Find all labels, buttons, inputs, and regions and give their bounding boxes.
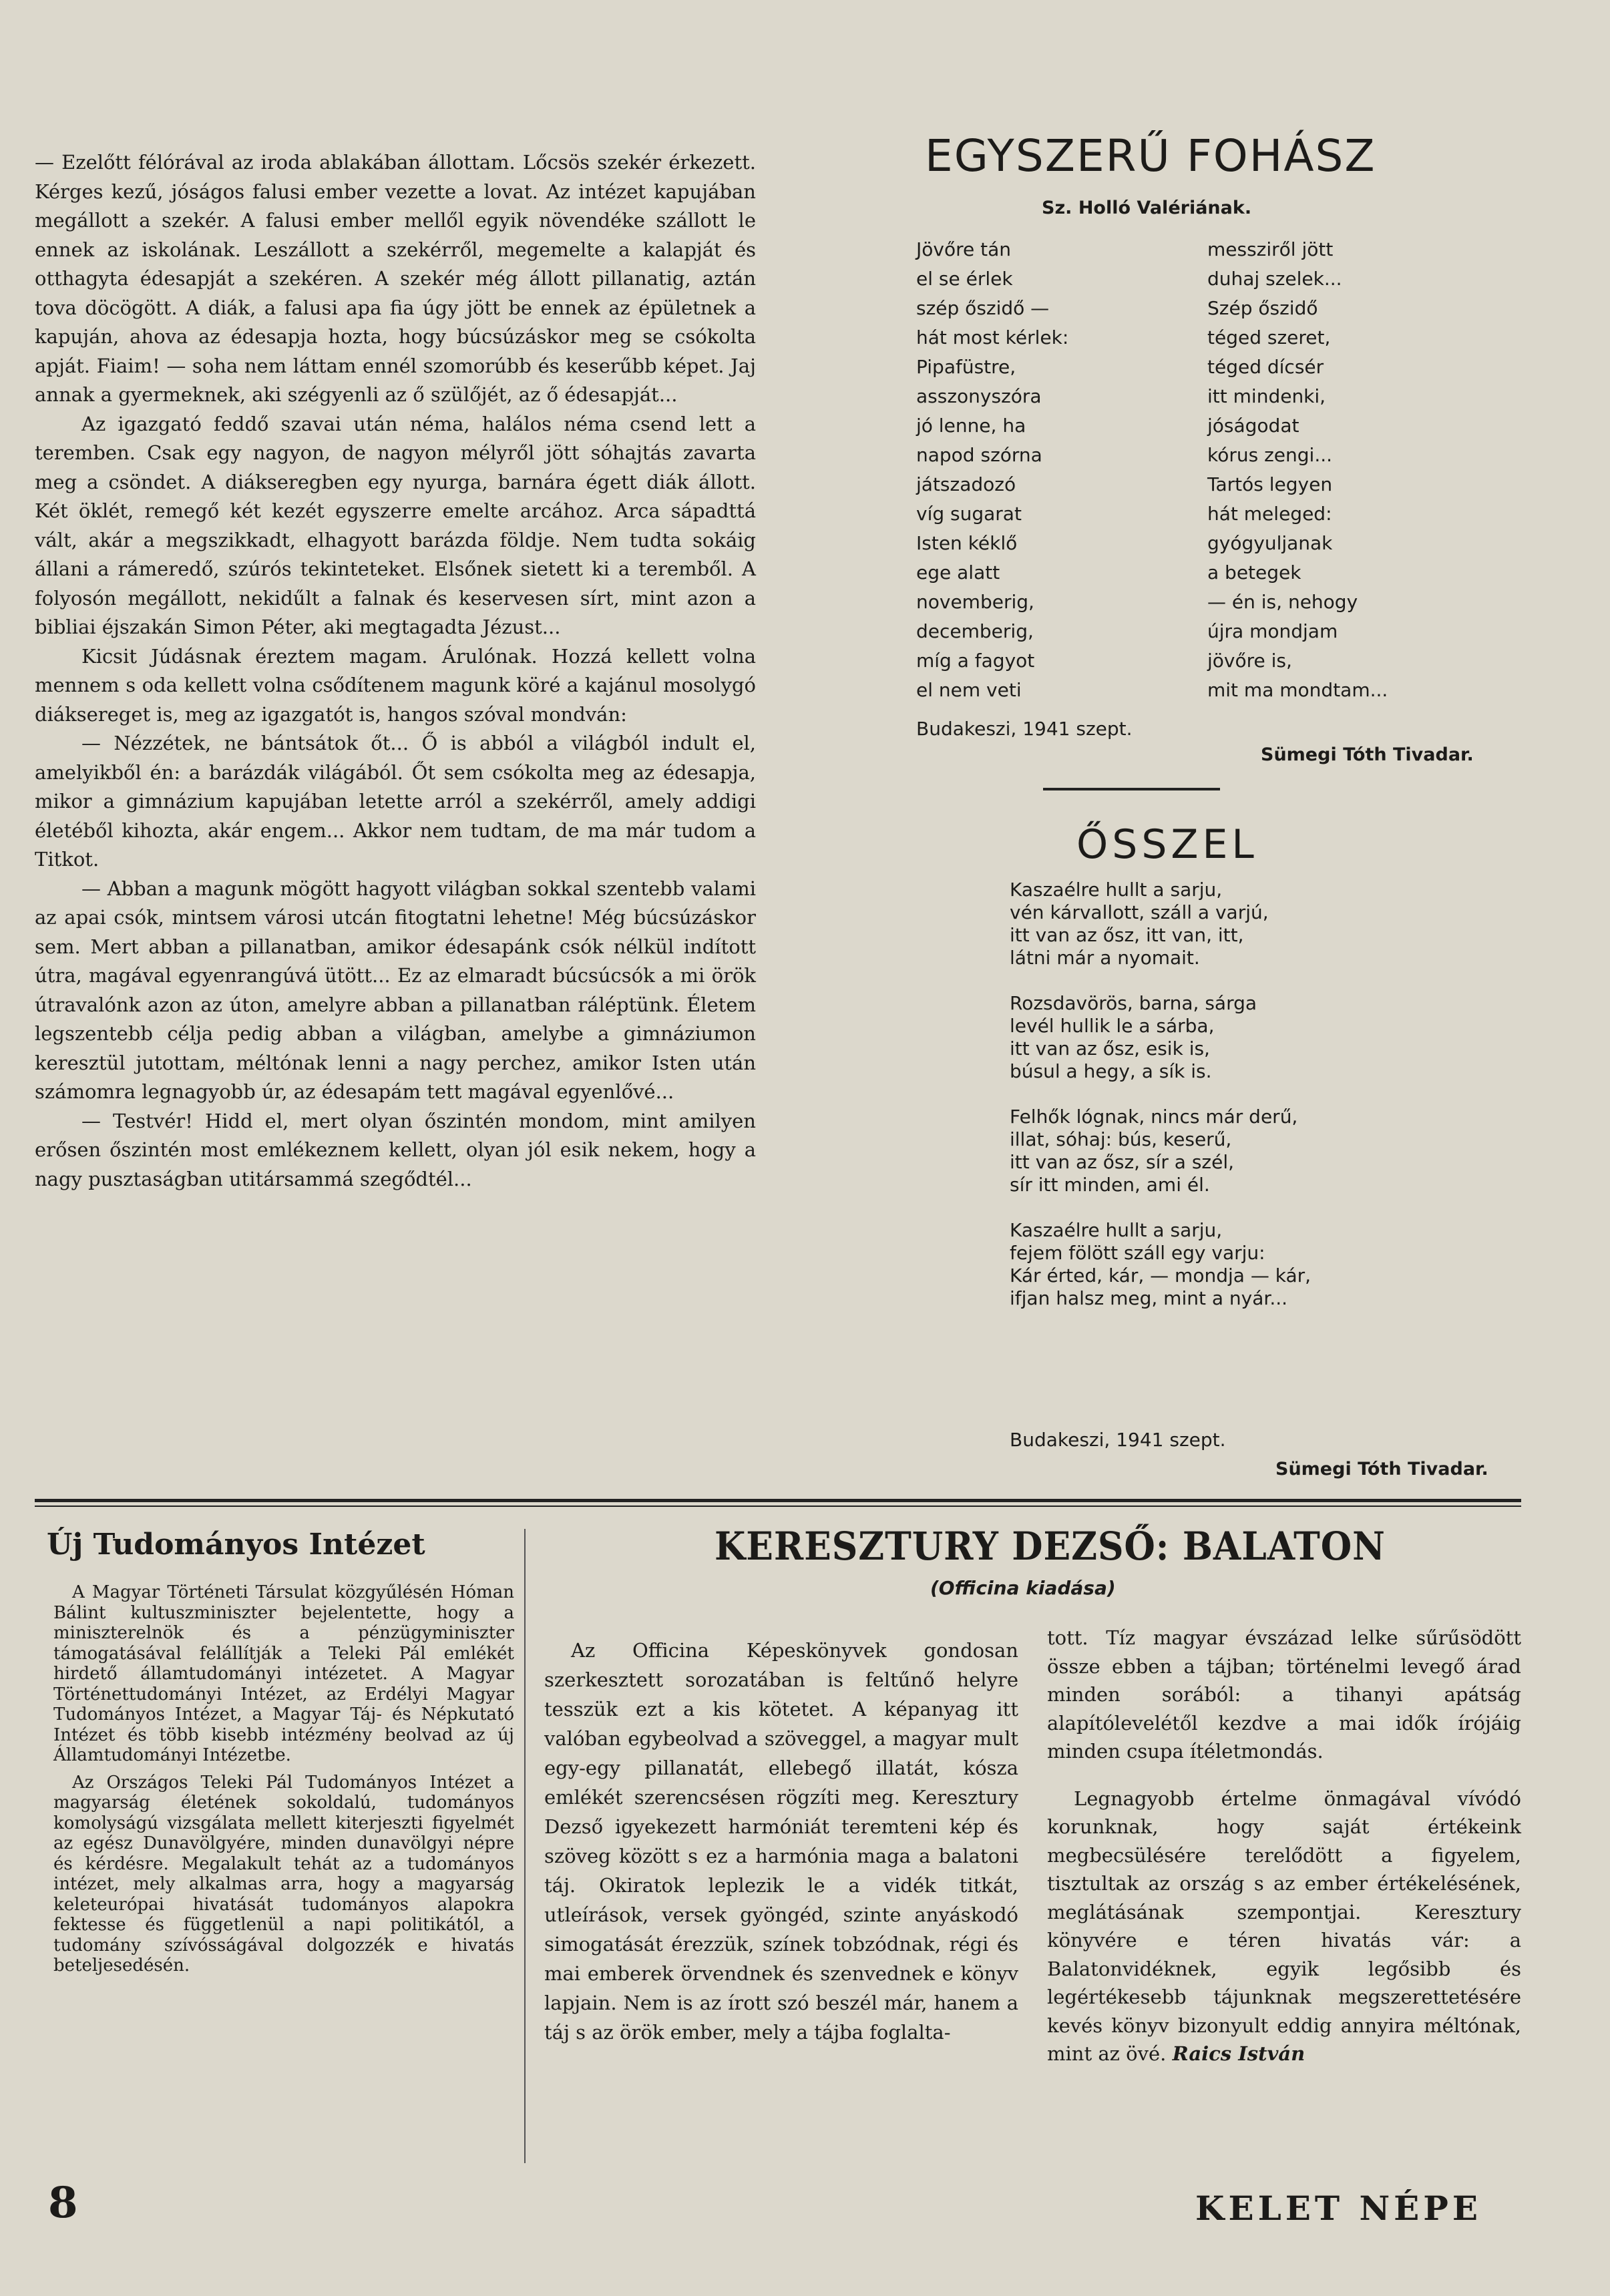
poem2-stanza: Kaszaélre hullt a sarju, fejem fölött száll egy varju: Kár érted, kár, — mondja — kár, ifjan halsz meg, mint a nyár... — [1010, 1219, 1312, 1309]
magazine-name: KELET NÉPE — [1195, 2189, 1482, 2228]
article2-title: KERESZTURY DEZSŐ: BALATON — [715, 1524, 1386, 1569]
article2-paragraph — [1047, 1785, 1521, 2068]
article2-paragraph: tott. Tíz magyar évszázad lelke sűrűsödött össze ebben a tájban; történelmi levegő árad minden sorából: a tihanyi apátság alapítólevelétől kezdve a mai idők írójáig minden csupa ítéletmondás. — [1047, 1626, 1521, 1763]
poem1-column-a: Jövőre tán el se érlek szép őszidő — hát most kérlek: Pipafüstre, asszonyszóra jó lenne, ha napod szórna játszadozó víg sugarat Isten kéklő ege alatt novemberig, decemberig, míg a fagyot el nem veti — [916, 238, 1069, 701]
article2-paragraph-text: Legnagyobb értelme önmagával vívódó korunknak, hogy saját értékeink megbecsülésére terelődött a figyelem, tisztultak az ország s az ember értékelésének, meglátásának szempontjai. Keresztury könyvére e téren hivatás vár: a Balatonvidéknek, egyik legősibb és legértékesebb tájunknak megszerettetésére kevés könyv bizonyult eddig annyira méltónak, mint az övé. — [1047, 1787, 1521, 2065]
prose-paragraph: — Nézzétek, ne bántsátok őt... Ő is abból a világból indult el, amelyikből én: a barázdák világából. Őt sem csókolta meg az édesapja, mikor a gimnázium kapujában letette arról a szekérről, amely addigi életéből kihozta, akár engem... Akkor nem tudtam, de ma már tudom a Titkot. — [35, 732, 756, 871]
article1-paragraph: A Magyar Történeti Társulat közgyűlésén Hóman Bálint kultuszminiszter bejelentette, hogy a miniszterelnök és a pénzügyminiszter támogatásával felállítják a Teleki Pál emlékét hirdető államtudományi intézetet. A Magyar Történettudományi Intézet, az Erdélyi Magyar Tudományos Intézet, a Magyar Táj- és Népkutató Intézet és több kisebb intézmény beolvad az új Államtudományi Intézetbe. — [53, 1582, 514, 1765]
prose-paragraph: Kicsit Júdásnak éreztem magam. Árulónak. Hozzá kellett volna mennem s oda kellett volna csődítenem magunk köré a kajánul mosolygó diáksereget is, meg az igazgatót is, hangos szóval mondván: — [35, 644, 756, 726]
poem1-title: EGYSZERŰ FOHÁSZ — [925, 130, 1376, 182]
prose-paragraph: — Ezelőtt félórával az iroda ablakában állottam. Lőcsös szekér érkezett. Kérges kezű, jóságos falusi ember vezette a lovat. Az intézet kapujában megállott a szekér. A falusi ember mellől egyik növendéke szállott le ennek az iskolának. Leszállott a szekérről, megemelte a kalapját és otthagyta édesapját a szekéren. A szekér még állott pillanatig, aztán tova döcögött. A diák, a falusi apa fia úgy jött be ennek az épületnek a kapuján, ahova az édesapja hozta, hogy búcsúzáskor meg se csókolta apját. Fiaim! — soha nem láttam ennél szomorúbb és keserűbb képet. Jaj annak a gyermeknek, aki szégyenli az ő szülőjét, az ő édesapját... — [35, 151, 756, 406]
article1-body — [53, 1582, 514, 1983]
prose-paragraph: Az igazgató feddő szavai után néma, halálos néma csend lett a teremben. Csak egy nagyon, de nagyon mélyről jött sóhajtás zavarta meg a csöndet. A diákseregben egy nyurga, barnára égett diák állott. Két öklét, remegő két kezét egyszerre emelte arcához. Arca sápadttá vált, akár a megszikkadt, elhagyott barázda földje. Nem tudta sokáig állani a rámeredő, szúrós tekinteteket. Elsőnek sietett ki a teremből. A folyosón megállott, nekidűlt a falnak és keservesen sírt, mint azon a bibliai éjszakán Simon Péter, aki megtagadta Jézust... — [35, 412, 756, 638]
article1-title: Új Tudományos Intézet — [47, 1528, 425, 1562]
poem2-body — [1010, 879, 1311, 1333]
article2-paragraph: Az Officina Képeskönyvek gondosan szerkesztett sorozatában is feltűnő helyre tesszük ezt a kis kötetet. A képanyag itt valóban egybeolvad a szöveggel, a magyar mult egy-egy pillanatát, ellebegő illatát, kósza emlékét szerencsésen rögzíti meg. Keresztury Dezső igyekezett harmóniát teremteni kép és szöveg között s ez a harmónia maga a balatoni táj. Okiratok leplezik le a vidék titkát, utleírások, versek gyöngéd, szinte anyáskodó simogatását érezzük, színek tobzódnak, régi és mai emberek örvendnek és szenvednek e könyv lapjain. Nem is az írott szó beszél már, hanem a táj s az örök ember, mely a tájba foglalta- — [544, 1639, 1018, 2044]
prose-paragraph: — Testvér! Hidd el, mert olyan őszintén mondom, mint amilyen erősen őszintén most emlékeznem kellett, olyan jól esik nekem, hogy a nagy pusztaságban utitársammá szegődtél... — [35, 1109, 756, 1190]
article2-column-b — [1047, 1624, 1521, 2068]
poem2-title: ŐSSZEL — [1076, 821, 1258, 868]
article2-column-a — [544, 1636, 1018, 2047]
article2-author: Raics István — [1172, 2042, 1305, 2065]
poem1-author: Sümegi Tóth Tivadar. — [1261, 744, 1474, 765]
poem2-stanza: Felhők lógnak, nincs már derű, illat, sóhaj: bús, keserű, itt van az ősz, sír a szél, sír itt minden, ami él. — [1010, 1106, 1298, 1196]
section-divider-thin — [35, 1506, 1521, 1507]
poem-separator-rule — [1043, 788, 1220, 790]
article1-paragraph: Az Országos Teleki Pál Tudományos Intézet a magyarság életének sokoldalú, tudományos komolyságú vizsgálata mellett kiterjeszti figyelmét az egész Dunavölgyére, minden dunavölgyi népre és kérdésre. Megalakult tehát az a tudományos intézet, mely alkalmas arra, hogy a magyarság keleteurópai hivatását tudományos alapokra fektesse és függetlenül a napi politikától, a tudomány szívósságával dolgozzék e hivatás beteljesedésén. — [53, 1772, 514, 1976]
poem1-dedication: Sz. Holló Valériának. — [1042, 198, 1252, 218]
poem2-stanza: Rozsdavörös, barna, sárga levél hullik le a sárba, itt van az ősz, esik is, búsul a hegy, a sík is. — [1010, 992, 1257, 1082]
poem1-place-date: Budakeszi, 1941 szept. — [916, 718, 1133, 740]
poem2-stanza: Kaszaélre hullt a sarju, vén kárvallott, száll a varjú, itt van az ősz, itt van, itt, látni már a nyomait. — [1010, 879, 1269, 969]
prose-story — [35, 148, 756, 1194]
column-rule — [524, 1529, 526, 2163]
prose-paragraph: — Abban a magunk mögött hagyott világban sokkal szentebb valami az apai csók, mintsem városi utcán fitogtatni lehetne! Még búcsúzáskor sem. Mert abban a pillanatban, amikor édesapánk csók nélkül indított útra, magával egyenrangúvá ütött... Ez az elmaradt búcsúcsók a mi örök útravalónk azon az úton, amelyre abban a pillanatban ráléptünk. Életem legszentebb célja pedig abban a világban, amelybe a gimnáziumon keresztül jutottam, méltónak lenni a nagy perchez, amikor Isten után számomra legnagyobb úr, az édesapám tett magával egyenlővé... — [35, 877, 756, 1103]
section-divider — [35, 1499, 1521, 1502]
poem2-author: Sümegi Tóth Tivadar. — [1275, 1459, 1488, 1479]
poem2-place-date: Budakeszi, 1941 szept. — [1010, 1429, 1226, 1451]
page-number: 8 — [48, 2178, 78, 2228]
poem1-column-b: messziről jött duhaj szelek... Szép őszidő téged szeret, téged dícsér itt mindenki, jóságodat kórus zengi... Tartós legyen hát meleged: gyógyuljanak a betegek — én is, nehogy újra mondjam jövőre is, mit ma mondtam... — [1207, 238, 1388, 701]
article2-subtitle: (Officina kiadása) — [930, 1577, 1116, 1599]
